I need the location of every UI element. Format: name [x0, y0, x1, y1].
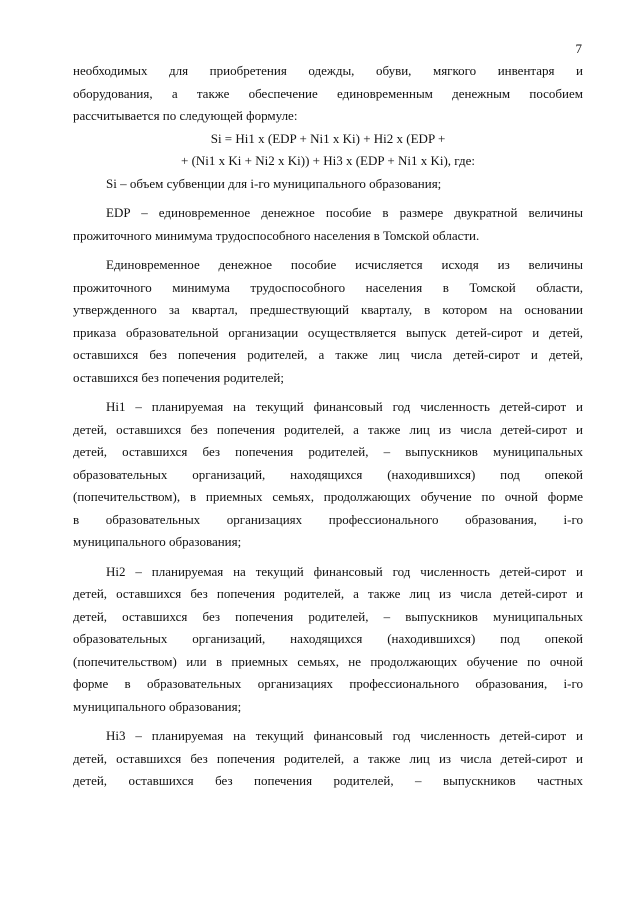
- text-line: прожиточного минимума трудоспособного населения в Томской области.: [73, 227, 480, 243]
- text-line: детей, оставшихся без попечения родителей, – выпускников муниципальных: [73, 608, 583, 624]
- text-line: приказа образовательной организации осуществляется выпуск детей-сирот и детей,: [73, 324, 583, 340]
- definition-line: Hi1 – планируемая на текущий финансовый год численность детей-сирот и: [106, 399, 583, 414]
- text-line: оставшихся без попечения родителей;: [73, 369, 284, 385]
- paragraph-line: Единовременное денежное пособие исчисляется исходя из величины: [106, 257, 583, 272]
- text-line: в образовательных организациях профессионального образования, i-го: [73, 511, 583, 527]
- text-line: муниципального образования;: [73, 534, 242, 549]
- page-number: 7: [575, 41, 582, 56]
- text-line: (попечительством), в приемных семьях, продолжающих обучение по очной форме: [73, 489, 583, 504]
- definition-line: Hi2 – планируемая на текущий финансовый год численность детей-сирот и: [106, 563, 583, 579]
- text-line: детей, оставшихся без попечения родителей, а также лиц из числа детей-сирот и: [73, 750, 583, 766]
- text-line: муниципального образования;: [73, 698, 242, 714]
- text-line: образовательных организаций, находящихся (находившихся) под опекой: [73, 466, 583, 482]
- text-line: (попечительством) или в приемных семьях, не продолжающих обучение по очной: [73, 653, 583, 669]
- formula-line: + (Ni1 x Ki + Ni2 x Ki)) + Hi3 x (EDP + Ni1 x Ki), где:: [181, 153, 475, 168]
- text-line: оборудования, а также обеспечение единовременным денежным пособием: [73, 85, 583, 101]
- text-line: детей, оставшихся без попечения родителей, – выпускников муниципальных: [73, 444, 583, 459]
- text-line: необходимых для приобретения одежды, обуви, мягкого инвентаря и: [73, 63, 583, 78]
- formula-line: Si = Hi1 x (EDP + Ni1 x Ki) + Hi2 x (EDP +: [210, 130, 446, 146]
- text-line: детей, оставшихся без попечения родителей, – выпускников частных: [73, 773, 583, 788]
- text-line: оставшихся без попечения родителей, а также лиц числа детей-сирот и детей,: [73, 347, 583, 362]
- text-line: рассчитывается по следующей формуле:: [73, 108, 298, 123]
- text-line: образовательных организаций, находящихся (находившихся) под опекой: [73, 631, 583, 646]
- text-line: прожиточного минимума трудоспособного населения в Томской области,: [73, 279, 583, 295]
- text-line: утвержденного за квартал, предшествующий кварталу, в котором на основании: [73, 302, 583, 317]
- definition-line: Hi3 – планируемая на текущий финансовый год численность детей-сирот и: [106, 728, 583, 743]
- document-body: [73, 60, 583, 793]
- text-line: детей, оставшихся без попечения родителей, а также лиц из числа детей-сирот и: [73, 586, 583, 601]
- text-line: детей, оставшихся без попечения родителей, а также лиц из числа детей-сирот и: [73, 421, 583, 437]
- definition-line: EDP – единовременное денежное пособие в размере двукратной величины: [106, 205, 583, 220]
- text-line: форме в образовательных организациях профессионального образования, i-го: [73, 676, 583, 691]
- definition-line: Si – объем субвенции для i-го муниципального образования;: [106, 175, 442, 191]
